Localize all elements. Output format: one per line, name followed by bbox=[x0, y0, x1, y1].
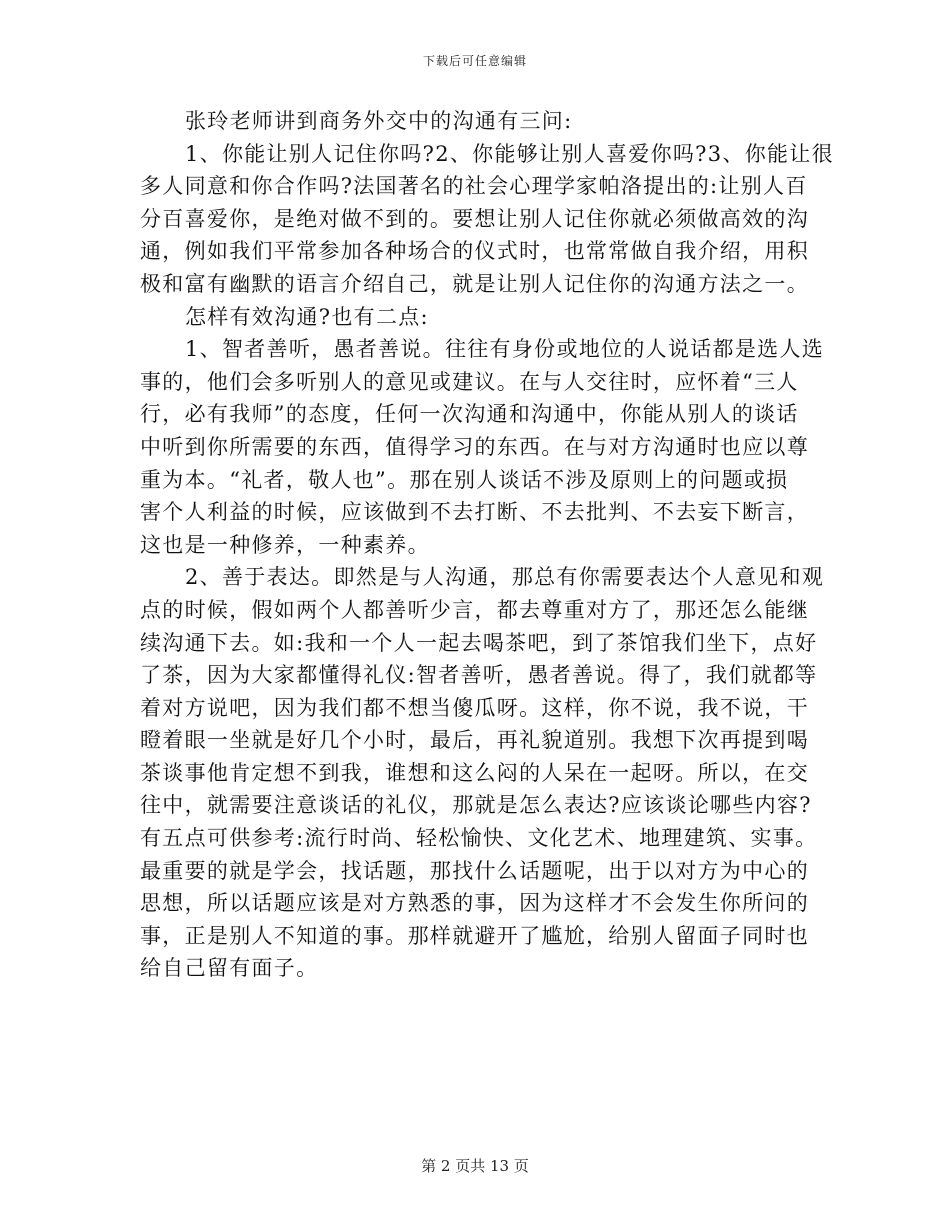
text-line: 中听到你所需要的东西，值得学习的东西。在与对方沟通时也应以尊 bbox=[140, 434, 809, 459]
text-line: 最重要的就是学会，找话题，那找什么话题呢，出于以对方为中心的 bbox=[140, 858, 809, 883]
text-line: 有五点可供参考:流行时尚、轻松愉快、文化艺术、地理建筑、实事。 bbox=[140, 826, 818, 851]
text-line: 续沟通下去。如:我和一个人一起去喝茶吧，到了茶馆我们坐下，点好 bbox=[140, 630, 818, 655]
text-line: 了茶，因为大家都懂得礼仪:智者善听，愚者善说。得了，我们就都等 bbox=[140, 663, 818, 688]
text-line: 1、你能让别人记住你吗?2、你能够让别人喜爱你吗?3、你能让很 bbox=[185, 141, 834, 166]
text-line: 通，例如我们平常参加各种场合的仪式时，也常常做自我介绍，用积 bbox=[140, 239, 809, 264]
text-line: 多人同意和你合作吗?法国著名的社会心理学家帕洛提出的:让别人百 bbox=[140, 174, 808, 199]
text-line: 往中，就需要注意谈话的礼仪，那就是怎么表达?应该谈论哪些内容? bbox=[140, 793, 812, 818]
text-line: 这也是一种修养，一种素养。 bbox=[140, 532, 430, 557]
document-body bbox=[140, 105, 834, 985]
text-line: 给自己留有面子。 bbox=[140, 956, 319, 981]
text-line: 重为本。“礼者，敬人也”。那在别人谈话不涉及原则上的问题或损 bbox=[140, 467, 789, 492]
text-line: 瞪着眼一坐就是好几个小时，最后，再礼貌道别。我想下次再提到喝 bbox=[140, 728, 809, 753]
text-line: 害个人利益的时候，应该做到不去打断、不去批判、不去妄下断言， bbox=[140, 500, 809, 525]
page-number: 第 2 页共 13 页 bbox=[421, 1157, 529, 1175]
text-line: 怎样有效沟通?也有二点: bbox=[185, 304, 429, 329]
page-header: 下载后可任意编辑 bbox=[422, 54, 527, 68]
text-line: 分百喜爱你，是绝对做不到的。要想让别人记住你就必须做高效的沟 bbox=[140, 206, 809, 231]
text-line: 张玲老师讲到商务外交中的沟通有三问: bbox=[185, 109, 573, 133]
text-line: 2、善于表达。即然是与人沟通，那总有你需要表达个人意见和观 bbox=[185, 565, 825, 590]
text-line: 事的，他们会多听别人的意见或建议。在与人交往时，应怀着“三人 bbox=[140, 369, 799, 394]
text-line: 1、智者善听，愚者善说。往往有身份或地位的人说话都是选人选 bbox=[185, 337, 825, 362]
text-line: 思想，所以话题应该是对方熟悉的事，因为这样才不会发生你所问的 bbox=[140, 891, 809, 916]
text-line: 极和富有幽默的语言介绍自己，就是让别人记住你的沟通方法之一。 bbox=[140, 271, 809, 296]
text-line: 点的时候，假如两个人都善听少言，都去尊重对方了，那还怎么能继 bbox=[140, 597, 809, 622]
text-line: 行，必有我师”的态度，任何一次沟通和沟通中，你能从别人的谈话 bbox=[140, 402, 799, 427]
text-line: 茶谈事他肯定想不到我，谁想和这么闷的人呆在一起呀。所以，在交 bbox=[140, 760, 809, 785]
text-line: 着对方说吧，因为我们都不想当傻瓜呀。这样，你不说，我不说，干 bbox=[140, 695, 809, 720]
text-line: 事，正是别人不知道的事。那样就避开了尴尬，给别人留面子同时也 bbox=[140, 923, 809, 948]
